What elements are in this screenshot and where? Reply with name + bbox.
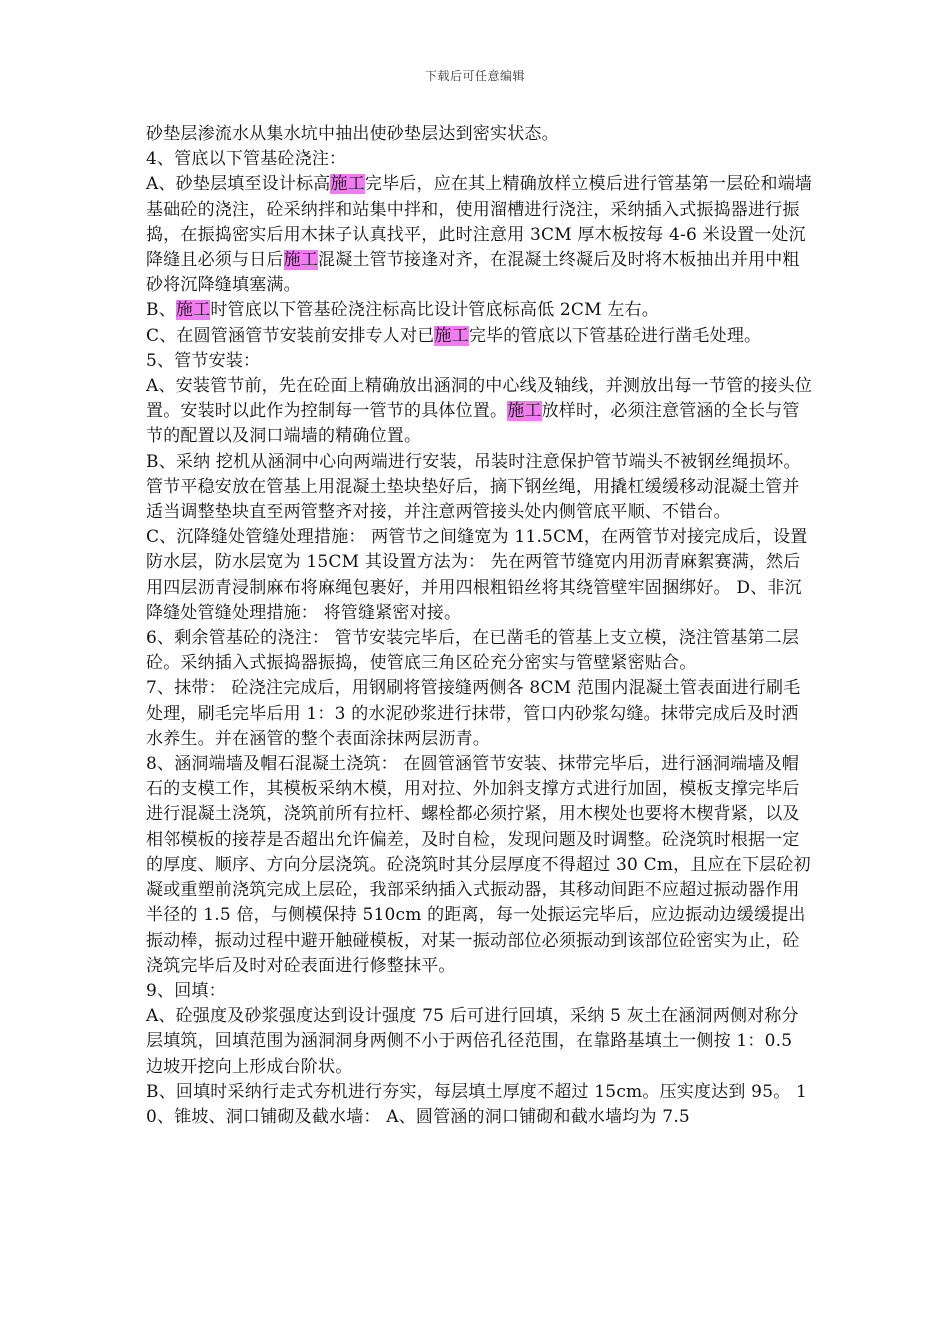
paragraph bbox=[146, 626, 814, 676]
paragraph-text: 混凝土管节接逢对齐，在混凝土终凝后及时将木板抽出并用中粗砂将沉降缝填塞满。 bbox=[146, 250, 800, 296]
paragraph bbox=[146, 752, 814, 979]
paragraph bbox=[146, 298, 814, 323]
paragraph bbox=[146, 172, 814, 298]
highlighted-term: 施工 bbox=[434, 325, 469, 346]
paragraph-text: 8、涵洞端墙及帽石混凝土浇筑： 在圆管涵管节安装、抹带完毕后，进行涵洞端墙及帽石的支模工作，其模板采纳木模，用对拉、外加斜支撑方式进行加固，模板支撑完毕后进行混凝土浇筑，浇筑前所有拉杆、螺栓都必须拧紧，用木楔处也要将木楔背紧，以及相邻模板的接荐是否超出允许偏差，及时自检，发现问题及时调整。砼浇筑时根据一定的厚度、顺序、方向分层浇筑。砼浇筑时其分层厚度不得超过 30 Cm，且应在下层砼初凝或重塑前浇筑完成上层砼，我部采纳插入式振动器，其移动间距不应超过振动器作用半径的 1.5 倍，与侧模保持 510cm 的距离，每一处振运完毕后，应边振动边缓缓提出振动棒，振动过程中避开触碰模板，对某一振动部位必须振动到该部位砼密实为止，砼浇筑完毕后及时对砼表面进行修整抹平。 bbox=[146, 754, 811, 976]
paragraph bbox=[146, 147, 814, 172]
paragraph bbox=[146, 676, 814, 752]
paragraph-text: 时管底以下管基砼浇注标高比设计管底标高低 2CM 左右。 bbox=[210, 300, 659, 321]
paragraph-text: 9、回填： bbox=[146, 980, 226, 1001]
paragraph bbox=[146, 979, 814, 1004]
paragraph bbox=[146, 374, 814, 450]
highlighted-term: 施工 bbox=[175, 300, 211, 321]
paragraph-text: A、砂垫层填至设计标高 bbox=[146, 174, 331, 195]
paragraph-text: 5、管节安装： bbox=[146, 350, 261, 371]
paragraph bbox=[146, 122, 814, 147]
page-header: 下载后可任意编辑 bbox=[424, 69, 525, 83]
paragraph bbox=[146, 324, 814, 349]
paragraph-text: B、回填时采纳行走式夯机进行夯实，每层填土厚度不超过 15cm。压实度达到 95。 10、锥坡、洞口铺砌及截水墙： A、圆管涵的洞口铺砌和截水墙均为 7.5 bbox=[146, 1081, 808, 1127]
paragraph-text: C、在圆管涵管节安装前安排专人对已 bbox=[146, 325, 435, 346]
paragraph bbox=[146, 349, 814, 374]
paragraph-text: 砂垫层渗流水从集水坑中抽出使砂垫层达到密实状态。 bbox=[146, 124, 559, 144]
paragraph bbox=[146, 525, 814, 626]
paragraph-text: B、采纳 挖机从涵洞中心向两端进行安装，吊装时注意保护管节端头不被钢丝绳损坏。管节平稳安放在管基上用混凝土垫块垫好后，摘下钢丝绳，用撬杠缓缓移动混凝土管并适当调整垫块直至两管整齐对接，并注意两管接头处内侧管底平顺、不错台。 bbox=[146, 451, 801, 523]
paragraph-text: 放样时，必须注意管涵的全长与管节的配置以及洞口端墙的精确位置。 bbox=[146, 401, 800, 447]
paragraph-text: 4、管底以下管基砼浇注： bbox=[146, 149, 347, 170]
paragraph bbox=[146, 450, 814, 526]
highlighted-term: 施工 bbox=[507, 401, 542, 422]
paragraph bbox=[146, 1004, 814, 1080]
highlighted-term: 施工 bbox=[330, 174, 365, 195]
paragraph-text: A、砼强度及砂浆强度达到设计强度 75 后可进行回填，采纳 5 灰土在涵洞两侧对称分层填筑，回填范围为涵洞洞身两侧不小于两倍孔径范围，在靠路基填土一侧按 1：0.5 边坡开挖向上形成台阶状。 bbox=[146, 1006, 799, 1077]
paragraph-text: 6、剩余管基砼的浇注： 管节安装完毕后，在已凿毛的管基上支立模，浇注管基第二层砼。采纳插入式振捣器振捣，使管底三角区砼充分密实与管壁紧密贴合。 bbox=[146, 628, 800, 674]
highlighted-term: 施工 bbox=[283, 250, 319, 271]
paragraph bbox=[146, 1080, 814, 1130]
paragraph-text: 完毕的管底以下管基砼进行凿毛处理。 bbox=[468, 325, 762, 346]
paragraph-text: A、安装管节前，先在砼面上精确放出涵洞的中心线及轴线，并测放出每一节管的接头位置。安装时以此作为控制每一管节的具体位置。 bbox=[146, 376, 813, 422]
paragraph-text: B、 bbox=[146, 300, 176, 321]
paragraph-text: C、沉降缝处管缝处理措施： 两管节之间缝宽为 11.5CM，在两管节对接完成后，设置防水层，防水层宽为 15CM 其设置方法为： 先在两管节缝宽内用沥青麻絮赛满，然后用四层沥青浸制麻布将麻绳包裹好，并用四根粗铅丝将其绕管壁牢固捆绑好。 D、非沉降缝处管缝处理措施： 将管缝紧密对接。 bbox=[146, 527, 808, 623]
document-body bbox=[146, 122, 814, 1130]
paragraph-text: 7、抹带： 砼浇注完成后，用钢刷将管接缝两侧各 8CM 范围内混凝土管表面进行刷毛处理，刷毛完毕后用 1：3 的水泥砂浆进行抹带，管口内砂浆勾缝。抹带完成后及时洒水养生。并在涵管的整个表面涂抹两层沥青。 bbox=[146, 678, 801, 749]
paragraph-text: 完毕后，应在其上精确放样立模后进行管基第一层砼和端墙基础砼的浇注，砼采纳拌和站集中拌和，使用溜槽进行浇注，采纳插入式振捣器进行振捣，在振捣密实后用木抹子认真找平，此时注意用 3CM 厚木板按每 4-6 米设置一处沉降缝且必须与日后 bbox=[146, 174, 813, 271]
